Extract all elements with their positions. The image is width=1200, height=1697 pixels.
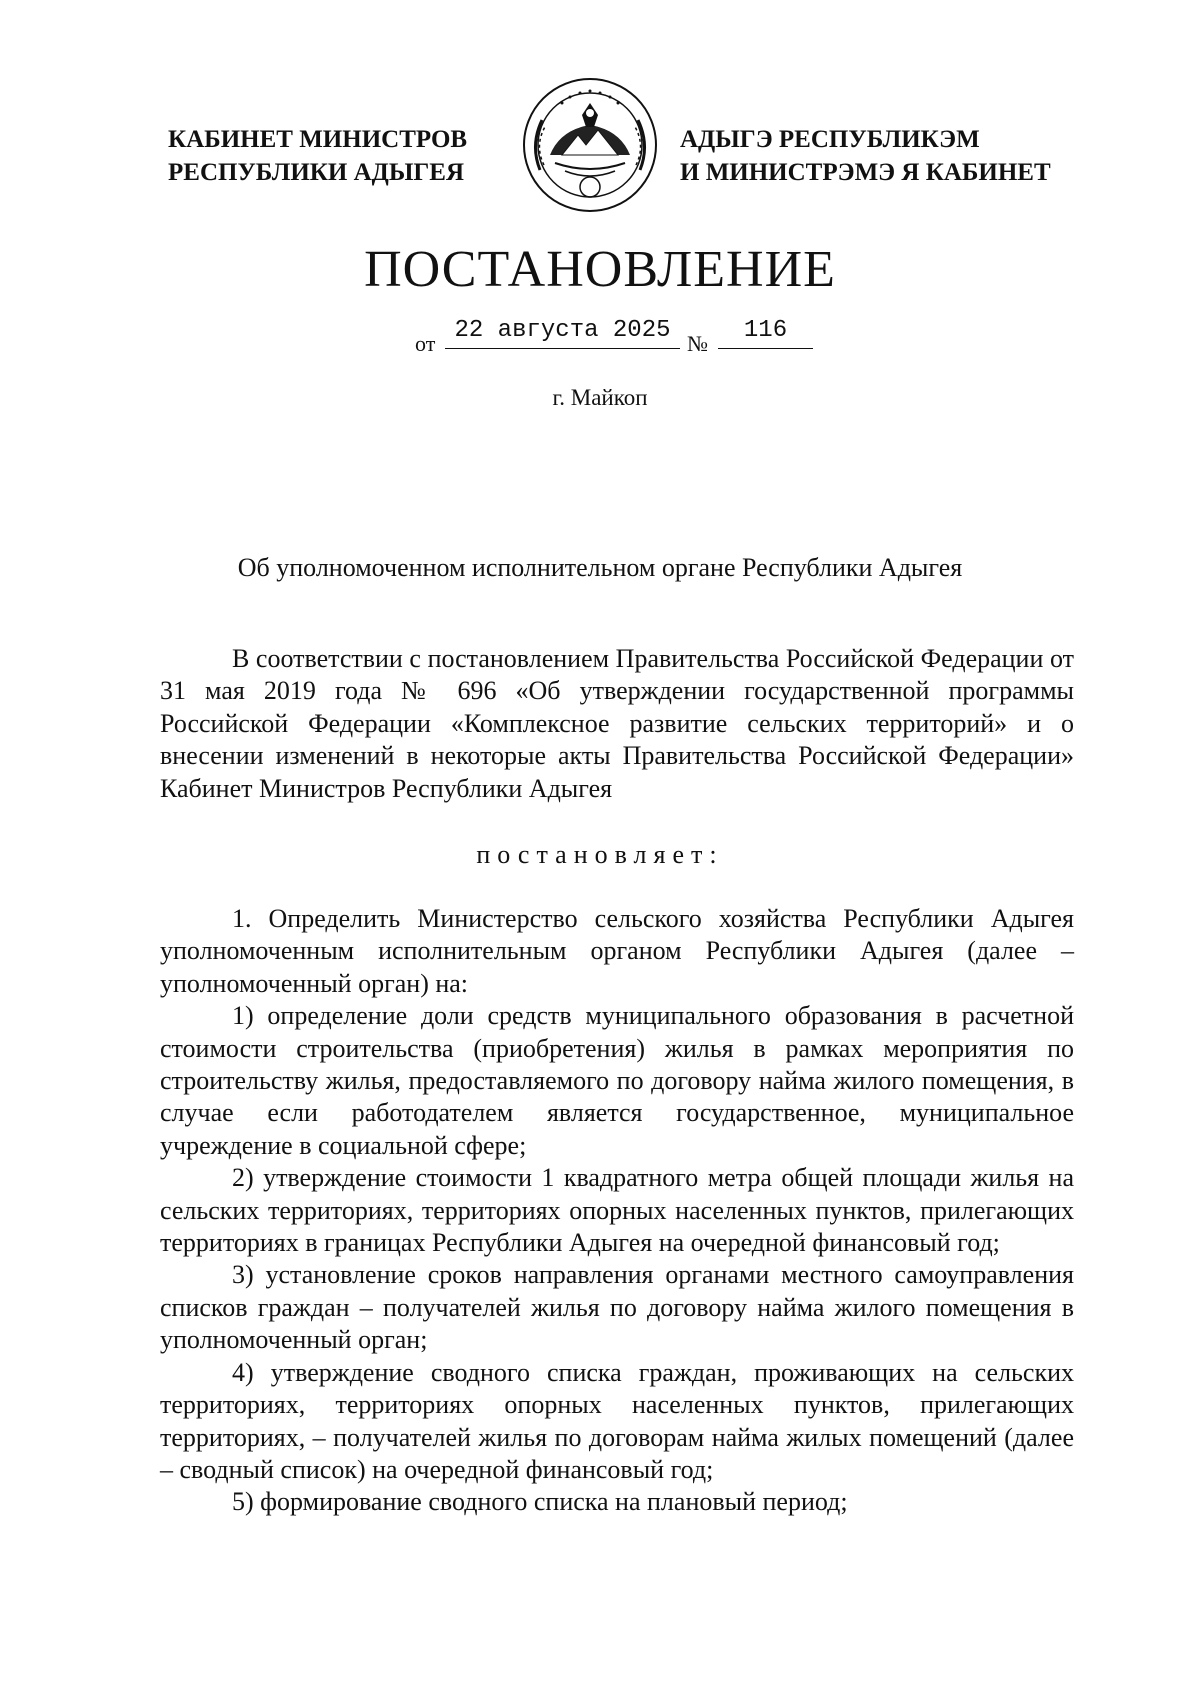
list-item: 2) утверждение стоимости 1 квадратного метра общей площади жилья на сельских территориях, территориях опорных населенных пунктов, прилегающих территориях в границах Республики Адыгея на очередной финансовый год; [160,1163,1074,1258]
issuer-name-russian [168,123,488,189]
issuer-line-2-adyghe: И МИНИСТРЭМЭ Я КАБИНЕТ [680,159,1051,186]
document-subject: Об уполномоченном исполнительном органе Республики Адыгея [237,553,963,582]
list-item: 1) определение доли средств муниципального образования в расчетной стоимости строительства (приобретения) жилья в рамках мероприятия по строительству жилья, предоставляемого по договору найма жилого помещения, в случае если работодателем является государственное, муниципальное учреждение в социальной сфере; [160,1001,1074,1160]
list-item: 5) формирование сводного списка на плановый период; [232,1487,848,1517]
list-item: 3) установление сроков направления органами местного самоуправления списков граждан – получателей жилья по договору найма жилого помещения в уполномоченный орган; [160,1260,1074,1355]
number-label: № [687,331,708,356]
preamble-text: В соответствии с постановлением Правительства Российской Федерации от 31 мая 2019 года № 696 «Об утверждении государственной программы Российской Федерации «Комплексное развитие сельских территорий» и о внесении изменений в некоторые акты Правительства Российской Федерации» Кабинет Министров Республики Адыгея [160,644,1074,803]
document-date: 22 августа 2025 [445,317,680,349]
issuer-line-2: РЕСПУБЛИКИ АДЫГЕЯ [168,159,465,186]
decree-items [160,903,1074,1519]
document-title: ПОСТАНОВЛЕНИЕ [364,241,836,298]
city: г. Майкоп [552,385,648,410]
document-number: 116 [718,317,813,349]
issuer-name-adyghe [680,123,1080,189]
date-from-label: от [415,331,436,356]
issuer-line-1-adyghe: АДЫГЭ РЕСПУБЛИКЭМ [680,126,980,153]
issuer-line-1: КАБИНЕТ МИНИСТРОВ [168,126,468,153]
coat-of-arms-emblem [520,75,660,215]
date-number-line [0,315,1200,355]
decree-word: постановляет: [476,840,724,869]
preamble [160,643,1074,805]
list-item: 4) утверждение сводного списка граждан, проживающих на сельских территориях, территориях опорных населенных пунктов, прилегающих территориях, – получателей жилья по договорам найма жилых помещений (далее – сводный список) на очередной финансовый год; [160,1357,1074,1484]
list-item: 1. Определить Министерство сельского хозяйства Республики Адыгея уполномоченным исполнительным органом Республики Адыгея (далее – уполномоченный орган) на: [160,904,1074,998]
